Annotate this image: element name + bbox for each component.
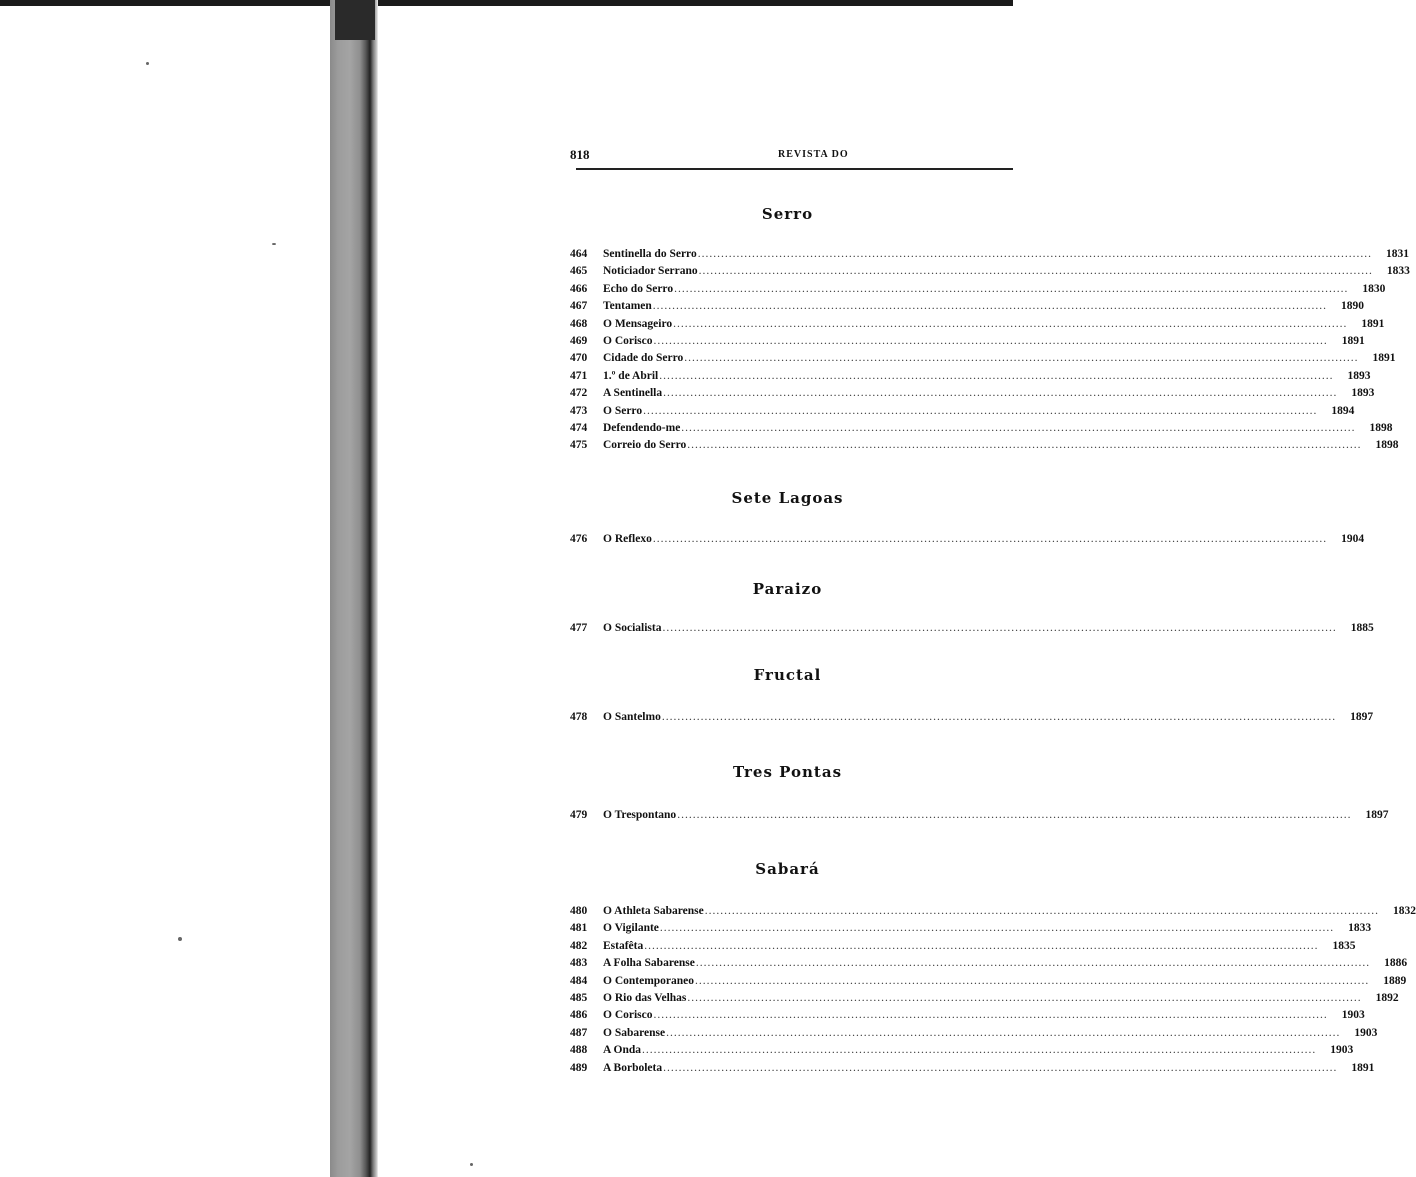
entry-list-serro [570,248,1410,457]
list-item [570,248,1409,265]
list-item [570,1044,1354,1061]
list-item [570,387,1375,404]
dot-leader [663,1062,1337,1074]
entry-number: 467 [570,300,588,313]
entry-title: O Trespontano [603,809,677,821]
list-item [570,533,1365,550]
entry-number: 483 [570,957,588,970]
scan-speck [178,937,182,941]
dot-leader [643,405,1317,417]
entry-title: O Socialista [603,622,662,634]
entry-number: 469 [570,334,588,347]
list-item [570,439,1399,456]
list-item [570,282,1386,300]
dot-leader [674,283,1348,295]
entry-title: O Mensageiro [603,317,673,330]
entry-number: 487 [570,1026,588,1039]
entry-number: 478 [570,711,588,723]
list-item [570,404,1355,422]
list-item [570,334,1365,352]
dot-leader [666,1027,1340,1039]
entry-year: 1889 [1383,974,1407,987]
page-number: 818 [570,147,590,162]
entry-number: 480 [570,905,588,917]
entry-number: 489 [570,1061,588,1074]
entry-number: 477 [570,622,588,634]
entry-title: O Rio das Velhas [603,991,687,1004]
entry-title: Defendendo-me [603,421,681,434]
entry-year: 1891 [1341,334,1365,347]
entry-title: Echo do Serro [603,282,674,295]
list-item [570,317,1385,335]
list-item [570,974,1407,992]
entry-number: 466 [570,282,588,295]
dot-leader [653,533,1327,545]
entry-number: 479 [570,809,588,821]
entry-year: 1893 [1351,387,1375,400]
entry-title: A Borboleta [603,1061,663,1074]
entry-title: Estafêta [603,939,644,952]
entry-year: 1898 [1375,439,1399,452]
entry-title: A Folha Sabarense [603,957,695,970]
dot-leader [705,905,1379,917]
dot-leader [698,248,1372,260]
list-item [570,1009,1365,1026]
list-item [570,421,1393,439]
entry-title: Tentamen [603,300,652,313]
entry-number: 471 [570,369,588,382]
entry-year: 1890 [1341,300,1365,313]
list-item [570,905,1416,922]
dot-leader [684,352,1358,364]
dot-leader [699,265,1373,277]
entry-list-paraizo [570,622,1374,639]
dot-leader [681,422,1355,434]
entry-title: 1.º de Abril [603,369,659,382]
list-item [570,352,1396,369]
section-title-sete-lagoas: Sete Lagoas [731,489,844,507]
list-item [570,809,1389,826]
entry-number: 482 [570,939,588,952]
entry-title: O Santelmo [603,711,661,723]
dot-leader [642,1044,1316,1056]
list-item [570,939,1356,957]
entry-year: 1897 [1365,809,1389,821]
entry-year: 1904 [1341,533,1365,545]
entry-year: 1830 [1362,282,1386,295]
scan-speck [272,243,276,245]
entry-number: 465 [570,265,588,278]
entry-title: Correio do Serro [603,439,687,452]
entry-list-tres-pontas [570,809,1389,826]
entry-title: Noticiador Serrano [603,265,698,278]
entry-title: O Corisco [603,334,653,347]
dot-leader [662,711,1336,723]
entry-number: 475 [570,439,588,452]
entry-title: A Onda [603,1044,642,1057]
entry-number: 472 [570,387,588,400]
entry-year: 1831 [1385,248,1409,260]
entry-year: 1892 [1375,991,1399,1004]
dot-leader [673,318,1347,330]
entry-year: 1885 [1350,622,1374,634]
section-title-serro: Serro [761,205,814,223]
entry-number: 481 [570,922,588,935]
list-item [570,622,1374,639]
dot-leader [654,335,1328,347]
entry-title: O Sabarense [603,1026,666,1039]
list-item [570,300,1365,317]
header-rule [576,168,1013,170]
dot-leader [644,940,1318,952]
entry-list-sete-lagoas [570,533,1365,550]
entry-number: 468 [570,317,588,330]
entry-year: 1833 [1348,922,1372,935]
dot-leader [660,922,1334,934]
list-item [570,369,1371,387]
list-item [570,922,1372,939]
entry-year: 1833 [1386,265,1410,278]
dot-leader [696,957,1370,969]
dot-leader [654,1009,1328,1021]
section-title-tres-pontas: Tres Pontas [732,763,843,781]
section-title-fructal: Fructal [753,666,822,684]
dot-leader [695,975,1369,987]
entry-year: 1832 [1393,905,1416,917]
entry-number: 470 [570,352,588,365]
section-title-paraizo: Paraizo [752,580,823,598]
entry-number: 486 [570,1009,588,1022]
list-item [570,957,1408,974]
list-item [570,1061,1375,1079]
entry-year: 1893 [1347,369,1371,382]
entry-list-sabara [570,905,1416,1079]
entry-title: O Athleta Sabarense [603,905,704,917]
scan-speck [470,1163,473,1166]
scan-top-edge [0,0,1013,6]
dot-leader [659,370,1333,382]
entry-year: 1835 [1332,939,1356,952]
scan-speck [146,62,149,65]
book-gutter-dark-top [335,0,375,40]
entry-number: 485 [570,991,588,1004]
entry-number: 488 [570,1044,588,1057]
entry-number: 464 [570,248,588,260]
entry-year: 1886 [1384,957,1408,970]
entry-year: 1897 [1350,711,1374,723]
entry-number: 484 [570,974,588,987]
entry-year: 1891 [1351,1061,1375,1074]
entry-number: 474 [570,421,588,434]
entry-title: O Corisco [603,1009,653,1022]
running-head: REVISTA DO [778,149,849,160]
entry-year: 1891 [1361,317,1385,330]
entry-title: O Vigilante [603,922,659,935]
entry-title: Cidade do Serro [603,352,684,365]
dot-leader [663,387,1337,399]
entry-number: 473 [570,404,588,417]
entry-year: 1903 [1354,1026,1378,1039]
dot-leader [687,439,1361,451]
section-title-sabara: Sabará [755,860,820,878]
entry-year: 1891 [1372,352,1396,365]
list-item [570,265,1410,282]
list-item [570,711,1374,728]
entry-year: 1903 [1341,1009,1365,1022]
entry-title: A Sentinella [603,387,663,400]
list-item [570,991,1399,1009]
entry-year: 1903 [1330,1044,1354,1057]
list-item [570,1026,1378,1044]
book-gutter-shadow [330,0,378,1177]
entry-title: Sentinella do Serro [603,248,697,260]
entry-title: O Reflexo [603,533,652,545]
entry-year: 1898 [1369,421,1393,434]
dot-leader [662,622,1336,634]
entry-number: 476 [570,533,588,545]
entry-list-fructal [570,711,1374,728]
dot-leader [653,300,1327,312]
entry-title: O Contemporaneo [603,974,695,987]
entry-title: O Serro [603,404,643,417]
dot-leader [687,992,1361,1004]
entry-year: 1894 [1331,404,1355,417]
dot-leader [677,809,1351,821]
